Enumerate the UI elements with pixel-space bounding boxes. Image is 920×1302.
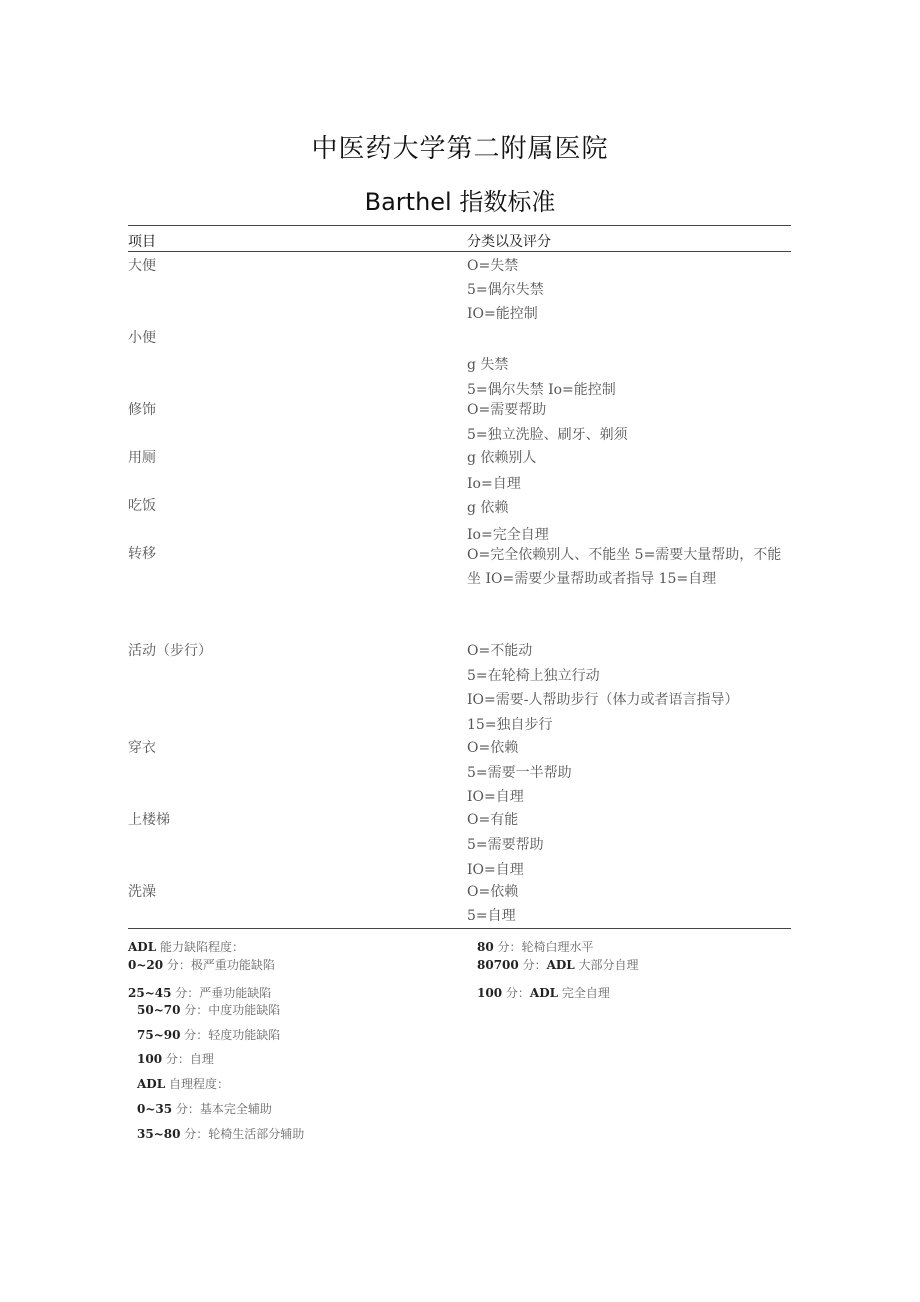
header-rule	[128, 251, 791, 252]
score-line: g 依赖	[467, 500, 509, 516]
score-line: 5=偶尔失禁	[467, 282, 544, 298]
header-score: 分类以及评分	[467, 234, 551, 250]
score-line: 15=独自步行	[467, 717, 553, 733]
footer-line: 100 分：ADL 完全自理	[477, 986, 610, 1000]
footer-line: 75~90 分：轻度功能缺陷	[137, 1028, 281, 1042]
footer-line: ADL 自理程度：	[137, 1077, 229, 1091]
footer-line: 25~45 分：严垂功能缺陷	[128, 986, 272, 1000]
table-top-rule	[128, 225, 791, 226]
page-subtitle: Barthel 指数标准	[364, 188, 556, 216]
table-row-item: 用厕	[128, 450, 156, 466]
footer-line: ADL 能力缺陷程度：	[128, 940, 244, 954]
footer-line: 80 分：轮椅白理水平	[477, 940, 594, 954]
table-row-item: 转移	[128, 546, 156, 562]
page-title: 中医药大学第二附属医院	[311, 134, 609, 164]
table-row-item: 上楼梯	[128, 812, 170, 828]
table-row-item: 活动（步行）	[128, 643, 212, 659]
footer-line: 100 分：自理	[137, 1052, 214, 1066]
score-line: g 依赖别人	[467, 450, 537, 466]
score-line: 5=需要帮助	[467, 837, 544, 853]
score-line: Io=完全自理	[467, 527, 549, 543]
score-line: g 失禁	[467, 357, 509, 373]
score-line: 5=独立洗脸、刷牙、剃须	[467, 427, 628, 443]
table-row-item: 小便	[128, 330, 156, 346]
footer-line: 0~35 分：基本完全辅助	[137, 1102, 272, 1116]
score-line: IO=自理	[467, 862, 524, 878]
score-line: O=失禁	[467, 258, 519, 274]
score-line: 5=偶尔失禁 Io=能控制	[467, 382, 616, 398]
score-line: O=依赖	[467, 884, 519, 900]
table-row-item: 大便	[128, 258, 156, 274]
table-row-item: 洗澡	[128, 884, 156, 900]
footer-line: 35~80 分：轮椅生活部分辅助	[137, 1127, 305, 1141]
score-line: O=完全依赖别人、不能坐 5=需要大量帮助，不能坐 IO=需要少量帮助或者指导 15=自理	[467, 547, 782, 587]
score-line: O=有能	[467, 812, 519, 828]
score-line: O=依赖	[467, 740, 519, 756]
score-line: 5=需要一半帮助	[467, 765, 572, 781]
footer-line: 80700 分：ADL 大部分自理	[477, 958, 639, 972]
table-row-item: 修饰	[128, 402, 156, 418]
table-bottom-rule	[128, 928, 791, 929]
score-line: IO=自理	[467, 789, 524, 805]
score-line: IO=能控制	[467, 306, 538, 322]
table-row-item: 穿衣	[128, 740, 156, 756]
score-line: O=不能动	[467, 643, 533, 659]
score-line: 5=自理	[467, 908, 516, 924]
score-line: IO=需要-人帮助步行（体力或者语言指导）	[467, 692, 739, 708]
score-line: Io=自理	[467, 476, 521, 492]
footer-line: 0~20 分：极严重功能缺陷	[128, 958, 275, 972]
footer-line: 50~70 分：中度功能缺陷	[137, 1003, 281, 1017]
score-line: O=需要帮助	[467, 402, 547, 418]
table-row-item: 吃饭	[128, 498, 156, 514]
score-line: 5=在轮椅上独立行动	[467, 668, 600, 684]
header-item: 项目	[128, 234, 156, 250]
